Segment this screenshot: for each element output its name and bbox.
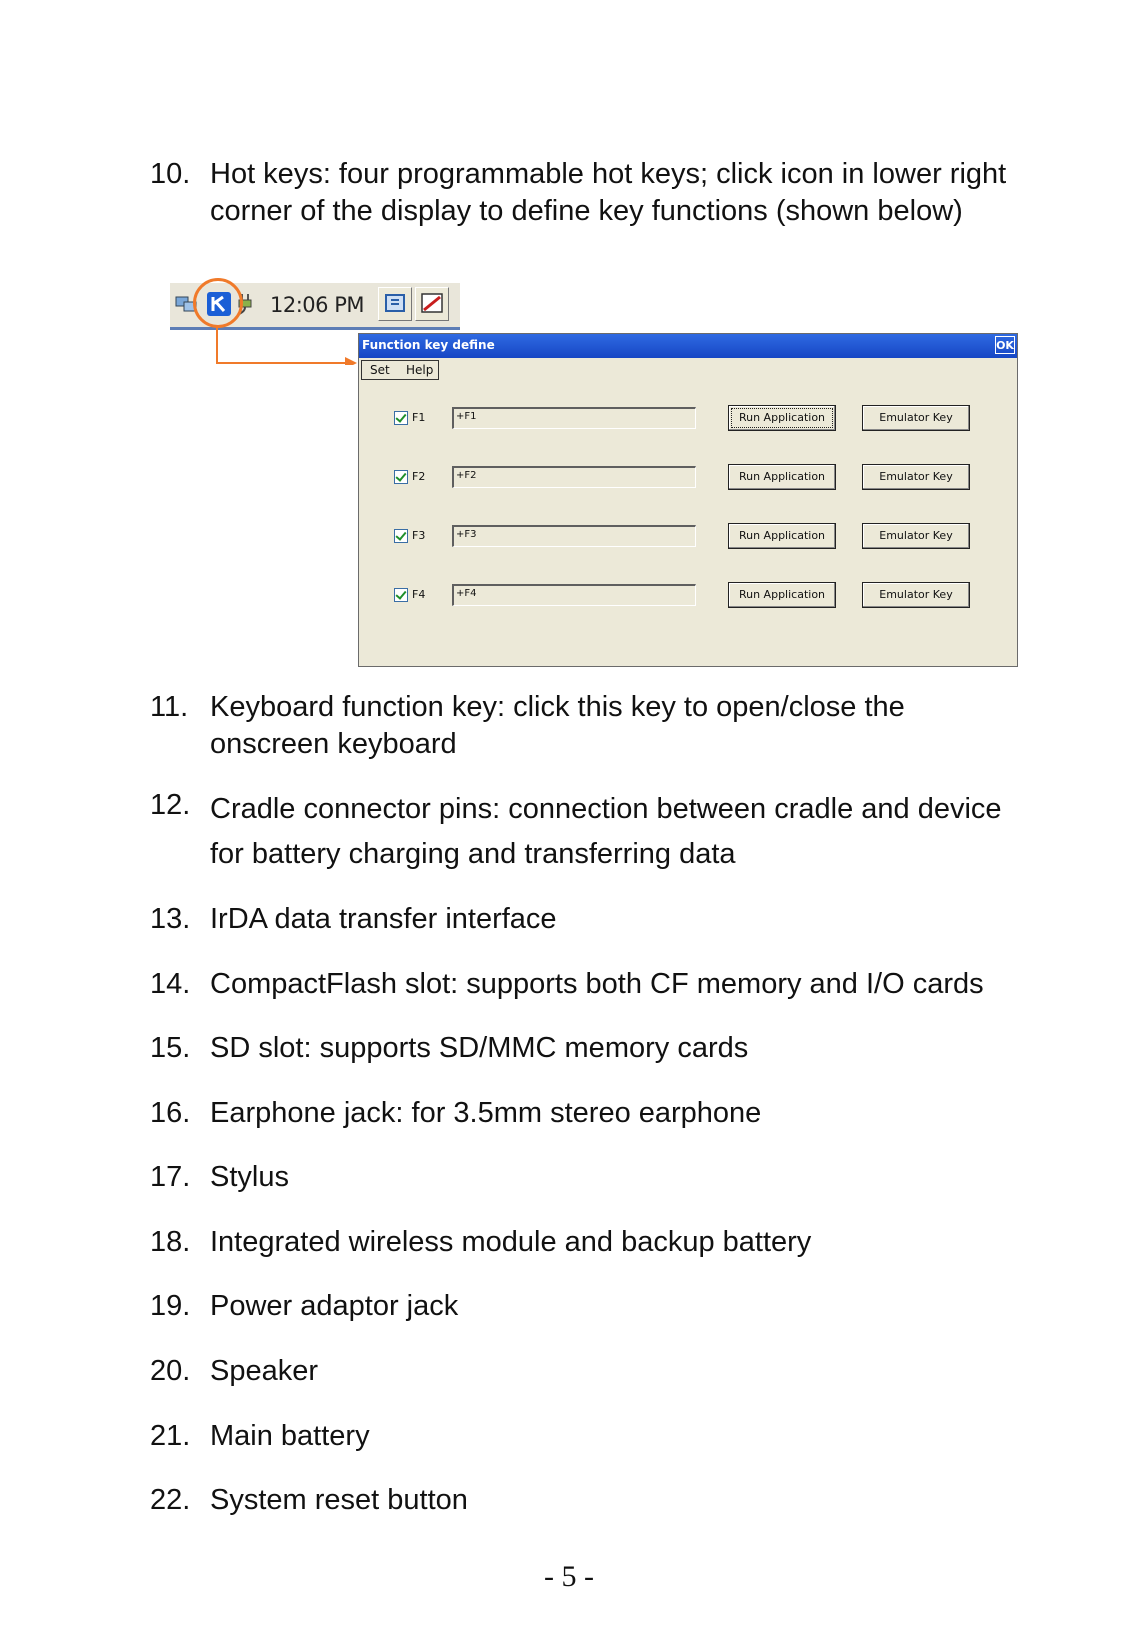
enable-checkbox[interactable] [394,411,408,425]
item-number: 16. [150,1097,191,1129]
item-text: CompactFlash slot: supports both CF memory and I/O cards [210,968,984,1000]
item-number: 19. [150,1290,191,1322]
item-text: IrDA data transfer interface [210,903,557,935]
run-application-button[interactable]: Run Application [728,582,836,608]
item-number: 15. [150,1032,191,1064]
keyboard-toggle-button[interactable] [415,287,449,321]
item-text: Cradle connector pins: connection between cradle and device for battery charging and transferring data [210,793,1002,870]
hotkey-row-f1 [359,405,1017,435]
enable-checkbox[interactable] [394,470,408,484]
enable-checkbox[interactable] [394,588,408,602]
taskbar-clock: 12:06 PM [270,293,364,317]
annotation-arrow-icon [200,325,360,365]
item-number: 12. [150,789,191,821]
menu-item-help[interactable]: Help [406,363,434,377]
item-text: Earphone jack: for 3.5mm stereo earphone [210,1097,762,1129]
key-value-field[interactable]: +F3 [452,525,696,547]
run-application-button[interactable]: Run Application [728,405,836,431]
item-number: 22. [150,1484,191,1516]
item-number: 13. [150,903,191,935]
item-text: Keyboard function key: click this key to open/close the onscreen keyboard [210,691,905,760]
key-value-field[interactable]: +F2 [452,466,696,488]
key-label: F1 [412,411,426,424]
item-number: 20. [150,1355,191,1387]
menu-bar [361,360,439,380]
item-text: Stylus [210,1161,289,1193]
ok-button[interactable]: OK [995,336,1015,354]
hotkey-row-f3 [359,523,1017,553]
item-text: Speaker [210,1355,319,1387]
keyboard-icon [416,288,448,320]
emulator-key-button[interactable]: Emulator Key [862,523,970,549]
function-key-dialog [358,333,1018,667]
emulator-key-button[interactable]: Emulator Key [862,464,970,490]
item-number: 14. [150,968,191,1000]
item-number: 18. [150,1226,191,1258]
page-number: - 5 - [544,1560,594,1593]
item-text: Main battery [210,1420,370,1452]
run-application-button[interactable]: Run Application [728,464,836,490]
item-text: SD slot: supports SD/MMC memory cards [210,1032,749,1064]
annotation-circle [193,278,243,328]
key-value-field[interactable]: +F1 [452,407,696,429]
hotkey-row-f4 [359,582,1017,612]
item-text: Power adaptor jack [210,1290,459,1322]
dialog-title: Function key define [362,338,495,352]
item-number: 10. [150,158,191,190]
item-number: 17. [150,1161,191,1193]
enable-checkbox[interactable] [394,529,408,543]
emulator-key-button[interactable]: Emulator Key [862,405,970,431]
key-value-field[interactable]: +F4 [452,584,696,606]
key-label: F4 [412,588,426,601]
emulator-key-button[interactable]: Emulator Key [862,582,970,608]
hotkey-row-f2 [359,464,1017,494]
item-text: Integrated wireless module and backup battery [210,1226,812,1258]
item-number: 21. [150,1420,191,1452]
item-text: System reset button [210,1484,468,1516]
key-label: F2 [412,470,426,483]
menu-item-set[interactable]: Set [370,363,390,377]
item-number: 11. [150,691,189,723]
run-application-button[interactable]: Run Application [728,523,836,549]
item-text: Hot keys: four programmable hot keys; click icon in lower right corner of the display to define key functions (shown below) [210,158,1007,227]
dialog-titlebar [359,334,1017,358]
key-label: F3 [412,529,426,542]
desktop-button[interactable] [378,287,412,321]
desktop-icon [379,288,411,320]
